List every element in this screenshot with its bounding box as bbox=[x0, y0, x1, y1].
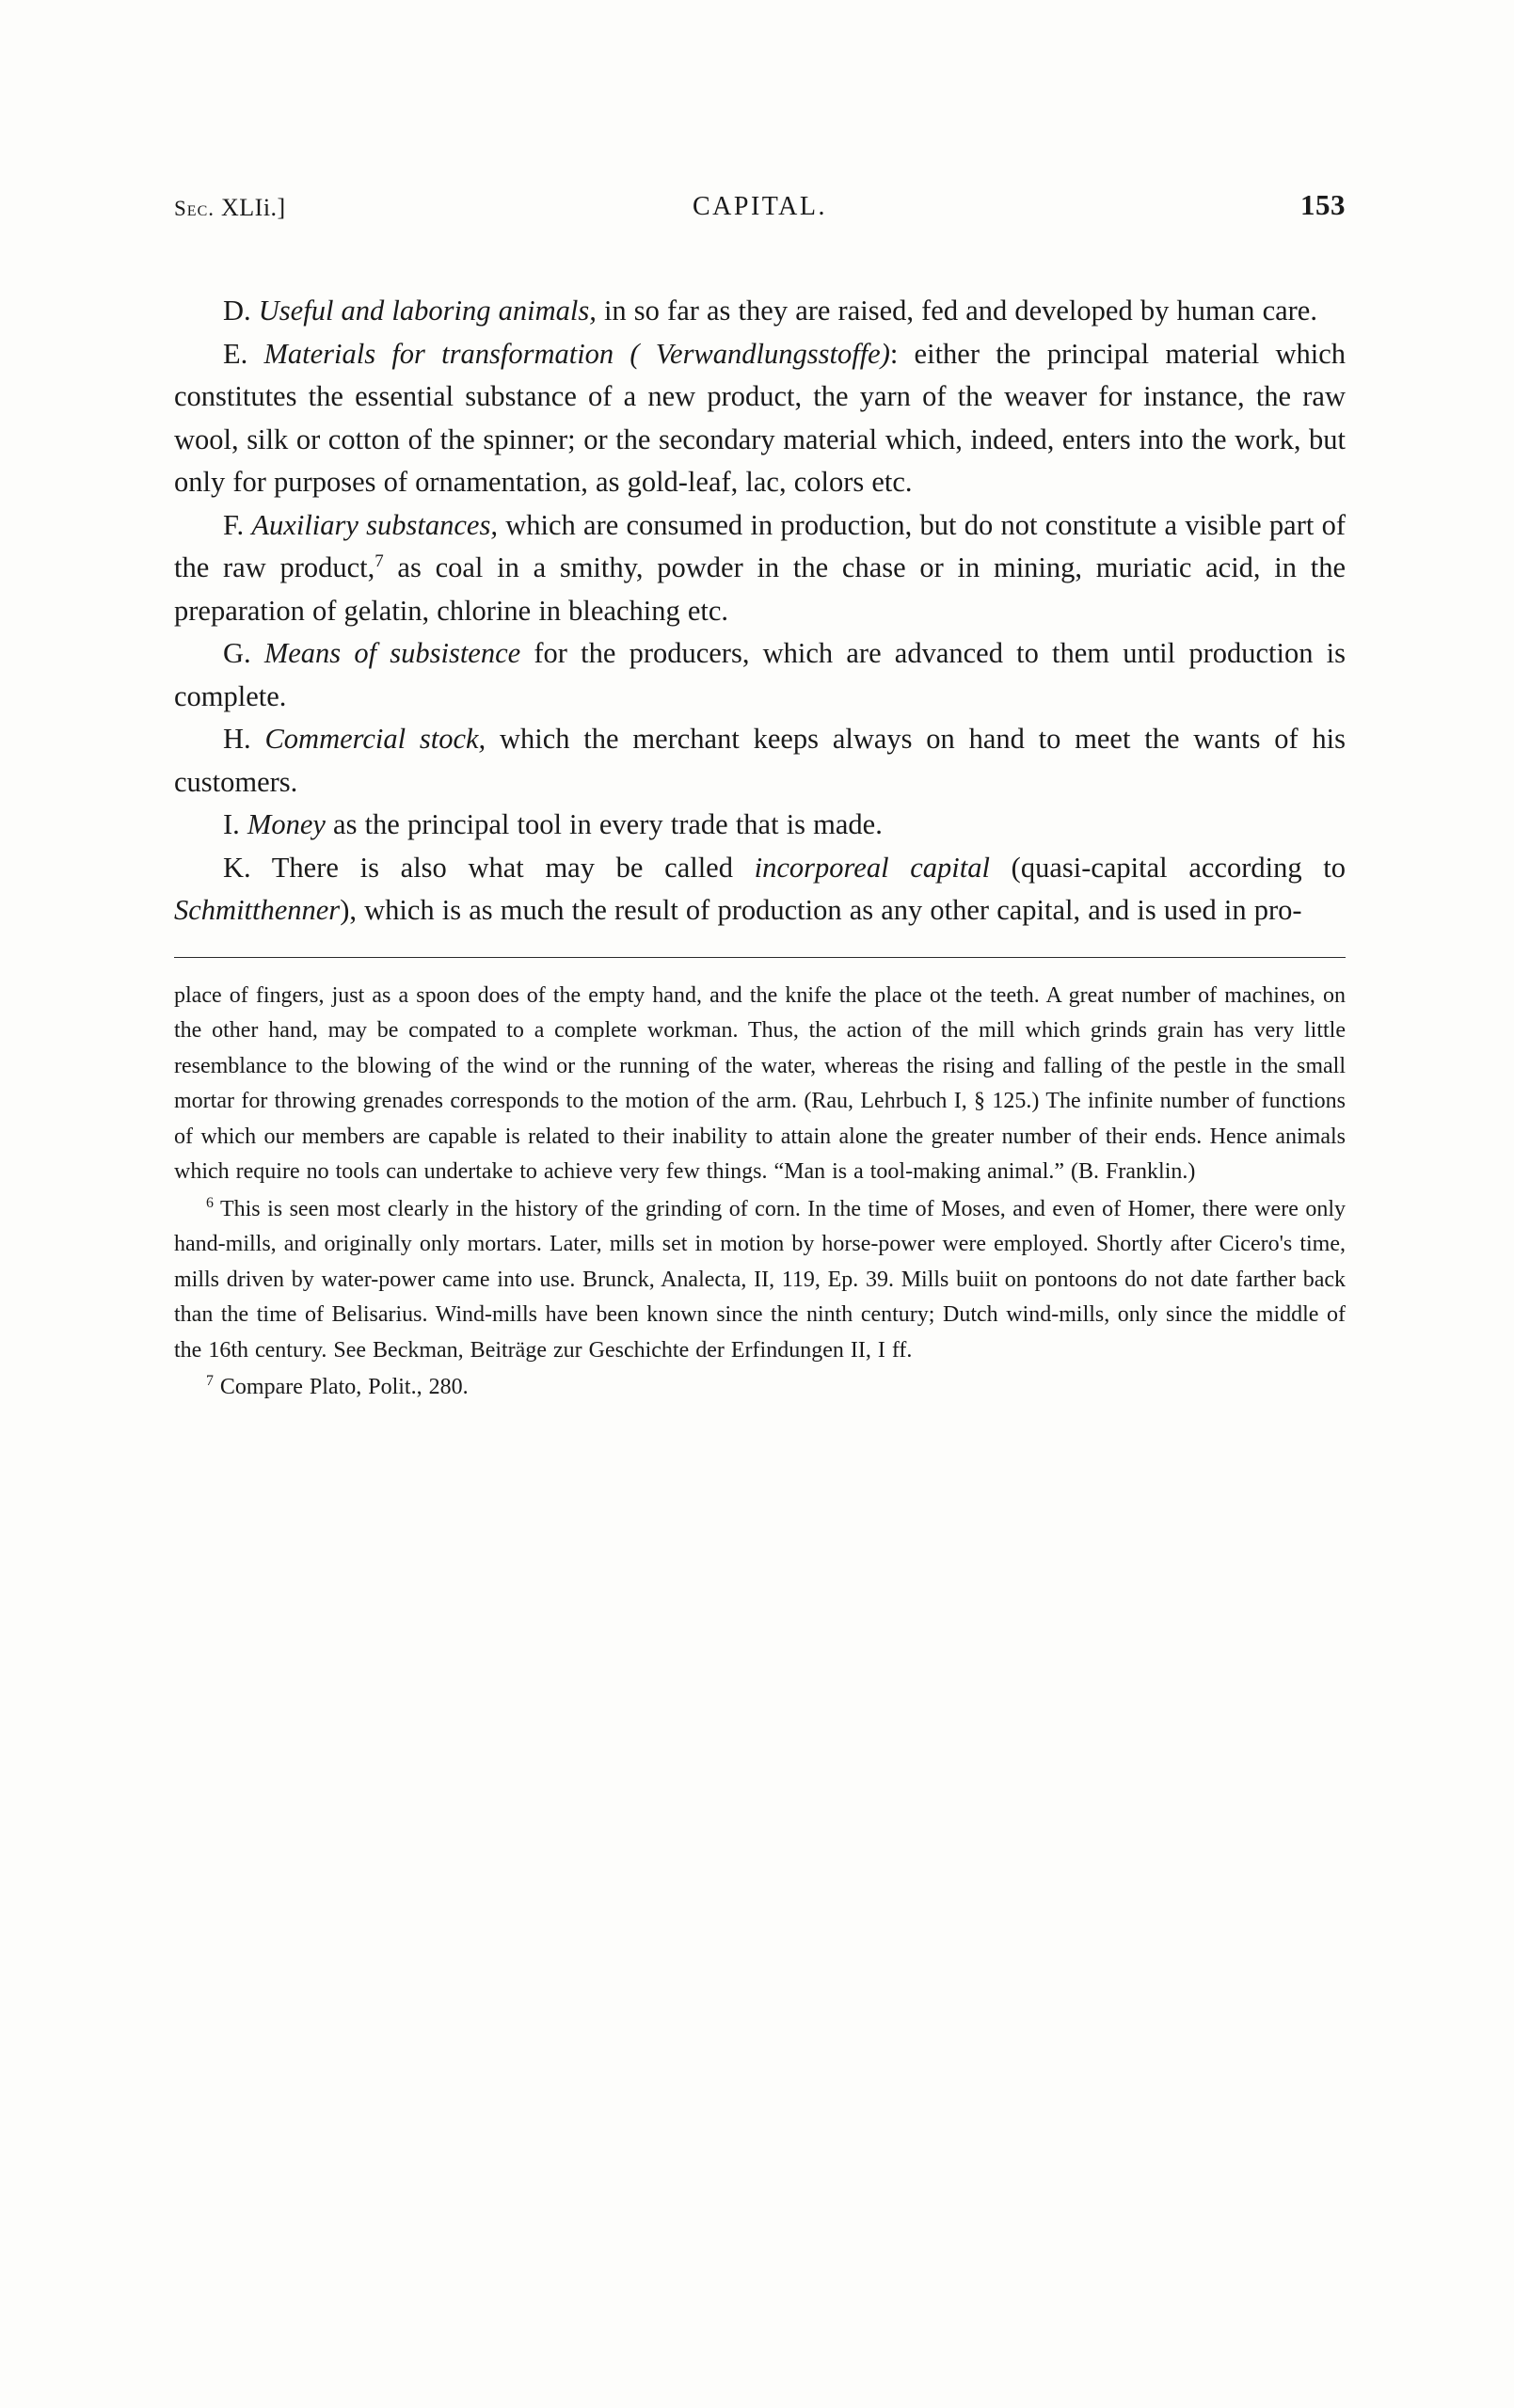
paragraph-f-text: which are consumed in production, but do not constitute a visible part of the raw product, bbox=[174, 508, 1347, 583]
paragraph-d-italic-lead: Useful and laboring animals, bbox=[258, 295, 597, 327]
paragraph-i-text: as the principal tool in every trade that is made. bbox=[325, 808, 883, 840]
footnote-ref-7: 7 bbox=[375, 550, 384, 571]
paragraph-k-italic-mid2: Schmitthenner bbox=[174, 894, 341, 926]
footnotes bbox=[174, 979, 1346, 1406]
page-number: 153 bbox=[1300, 188, 1346, 221]
running-head-section-smallcaps: Sec. bbox=[174, 197, 215, 220]
paragraph-e-italic-lead: Materials for transformation ( Verwandlungsstoffe) bbox=[263, 337, 890, 370]
paragraph-g bbox=[174, 632, 1346, 718]
page-content bbox=[174, 188, 1346, 1406]
paragraph-g-letter: G. bbox=[223, 637, 251, 669]
paragraph-h bbox=[174, 718, 1346, 804]
paragraph-k-text-before: There is also what may be called bbox=[250, 851, 755, 884]
paragraph-f-text-after: as coal in a smithy, powder in the chase or in mining, muriatic acid, in the preparation of gelatin, chlorine in bleaching etc. bbox=[174, 551, 1346, 627]
body-text bbox=[174, 290, 1346, 933]
footnote-6-text: This is seen most clearly in the history of the grinding of corn. In the time of Moses, and even of Homer, there were only hand-mills, and originally only mortars. Later, mills set in motion by horse-power were employed. Shortly after Cicero's time, mills driven by water-power came into use. Brunck, Analecta, II, 119, Ep. 39. Mills buiit on pontoons do not date farther back than the time of Belisarius. Wind-mills have been known since the ninth century; Dutch wind-mills, only since the middle of the 16th century. See Beckman, Beiträge zur Geschichte der Erfindungen II, I ff. bbox=[174, 1196, 1346, 1363]
paragraph-k bbox=[174, 847, 1346, 933]
running-head-section-rest: XLIi.] bbox=[215, 194, 286, 221]
paragraph-f-italic-lead: Auxiliary substances, bbox=[251, 508, 498, 541]
paragraph-k-letter: K. bbox=[223, 851, 251, 884]
paragraph-i bbox=[174, 804, 1346, 847]
running-head-title: CAPITAL. bbox=[693, 192, 827, 221]
footnote-continuation-text: place of fingers, just as a spoon does of the empty hand, and the knife the place ot the teeth. A great number of machines, on the other hand, may be compated to a complete workman. Thus, the action of the mill which grinds grain has very little resemblance to the blowing of the wind or the running of the water, whereas the rising and falling of the pestle in the small mortar for throwing grenades corresponds to the motion of the arm. (Rau, Lehrbuch I, § 125.) The infinite number of functions of which our members are capable is related to their inability to attain alone the greater number of their ends. Hence animals which require no tools can undertake to achieve very few things. “Man is a tool-making animal.” (B. Franklin.) bbox=[174, 982, 1346, 1184]
paragraph-g-text: for the producers, which are advanced to them until production is complete. bbox=[174, 637, 1346, 712]
paragraph-d bbox=[174, 290, 1346, 333]
paragraph-f-letter: F. bbox=[223, 508, 245, 541]
footnote-separator bbox=[174, 957, 1346, 958]
paragraph-e-letter: E. bbox=[223, 337, 248, 370]
paragraph-e bbox=[174, 333, 1346, 504]
paragraph-d-text: in so far as they are raised, fed and developed by human care. bbox=[596, 295, 1317, 327]
footnote-7 bbox=[174, 1370, 1346, 1406]
footnote-7-marker: 7 bbox=[206, 1373, 214, 1389]
paragraph-k-text-end: ), which is as much the result of production as any other capital, and is used in pro- bbox=[340, 894, 1302, 926]
footnote-continuation bbox=[174, 979, 1346, 1190]
paragraph-i-letter: I. bbox=[223, 808, 240, 840]
paragraph-k-italic-mid: incorporeal capital bbox=[754, 851, 990, 884]
footnote-6 bbox=[174, 1192, 1346, 1369]
footnote-6-marker: 6 bbox=[206, 1194, 214, 1211]
paragraph-g-italic-lead: Means of subsistence bbox=[263, 637, 521, 669]
paragraph-k-text-mid: (quasi-capital according to bbox=[989, 851, 1347, 884]
paragraph-h-italic-lead: Commercial stock, bbox=[264, 723, 486, 755]
paragraph-h-letter: H. bbox=[223, 723, 251, 755]
paragraph-e-text: : either the principal material which constitutes the essential substance of a new product, the yarn of the weaver for instance, the raw wool, silk or cotton of the spinner; or the secondary material which, indeed, enters into the work, but only for purposes of ornamentation, as gold-leaf, lac, colors etc. bbox=[174, 337, 1346, 498]
paragraph-i-italic-lead: Money bbox=[247, 808, 326, 840]
paragraph-f bbox=[174, 504, 1346, 633]
paragraph-h-text: which the merchant keeps always on hand to meet the wants of his customers. bbox=[174, 723, 1347, 798]
running-head bbox=[174, 188, 1346, 245]
paragraph-d-letter: D. bbox=[223, 295, 251, 327]
footnote-7-text: Compare Plato, Polit., 280. bbox=[219, 1375, 469, 1399]
